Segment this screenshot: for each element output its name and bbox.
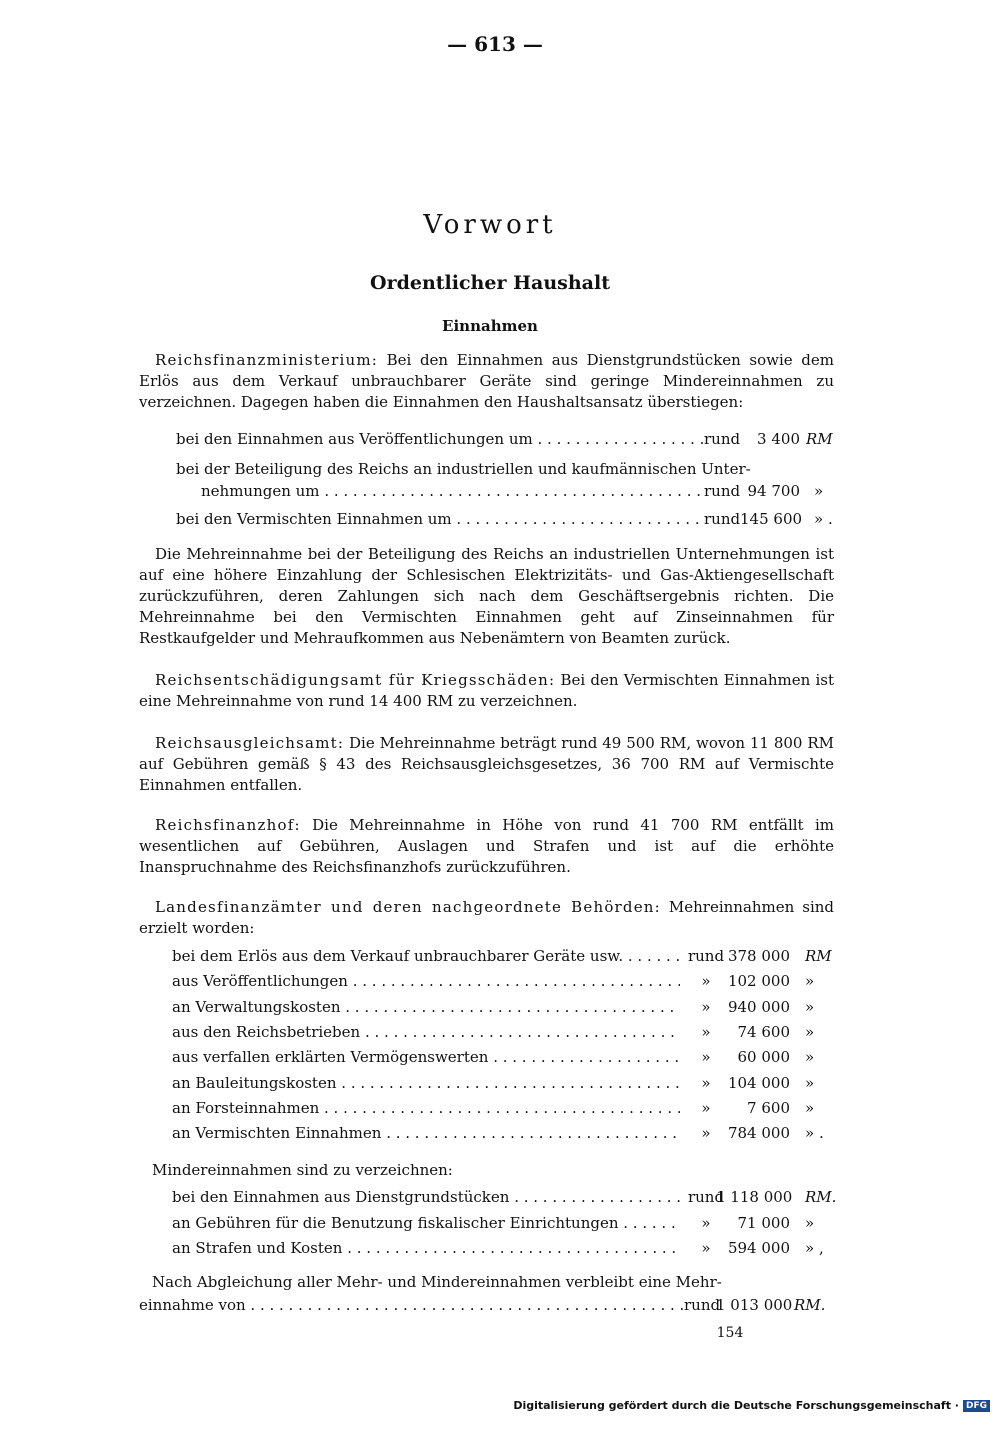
list-item-rund: » — [701, 1073, 711, 1092]
list-item — [172, 970, 680, 992]
list-item-amount: 60 000 — [737, 1048, 790, 1067]
list-item — [172, 1021, 680, 1043]
list-item-rund: » — [701, 1098, 711, 1117]
list-item-rund: rund — [687, 1188, 725, 1206]
list-item-rund: » — [701, 997, 711, 1016]
list-item-amount: 102 000 — [727, 972, 790, 991]
list-item-label: bei den Vermischten Einnahmen um . . . — [176, 508, 704, 530]
list-item-rund: » — [701, 1213, 711, 1232]
list-item-label: an Verwaltungskosten . . . — [172, 996, 680, 1018]
list-item — [172, 1122, 680, 1144]
paragraph-text: Bei den Vermischten Einnahmen ist eine Mehreinnahme von rund 14 400 RM zu verzeichnen. — [139, 671, 834, 710]
list-item — [172, 1212, 680, 1234]
list-item — [172, 996, 680, 1018]
paragraph-text: Die Mehreinnahme beträgt rund 49 500 RM, wovon 11 800 RM auf Gebühren gemäß § 43 des Reichsausgleichsgesetzes, 36 700 RM auf Vermischte Einnahmen entfallen. — [139, 734, 834, 794]
list-item-rund: » — [701, 1124, 711, 1143]
list-item-unit: » , — [805, 1239, 824, 1257]
paragraph-reichsentschaedigungsamt — [139, 670, 834, 712]
summary-row — [139, 1294, 684, 1316]
list-item-unit: RM — [806, 430, 833, 448]
list-item-unit: RM. — [805, 1188, 837, 1206]
page-number: — 613 — — [447, 32, 543, 56]
section-title: Ordentlicher Haushalt — [370, 272, 610, 294]
list-item — [201, 480, 704, 502]
list-item-label: an Forsteinnahmen . . . — [172, 1097, 680, 1119]
list-item-rund: rund — [704, 510, 741, 528]
list-item-label: an Bauleitungskosten . . . — [172, 1072, 680, 1094]
list-item-amount: 378 000 — [727, 947, 790, 965]
paragraph-lead: Reichsausgleichsamt: — [155, 734, 345, 752]
list-item-unit: » — [805, 1022, 815, 1041]
list-item-rund: rund — [687, 947, 725, 965]
list-item-label: aus Veröffentlichungen . . . — [172, 970, 680, 992]
list-item — [172, 1072, 680, 1094]
list-item — [172, 1097, 680, 1119]
list-item-amount: 74 600 — [737, 1022, 790, 1041]
summary-unit: RM. — [794, 1296, 826, 1314]
list-item-label-pre: bei der Beteiligung des Reichs an industriellen und kaufmännischen Unter- — [176, 460, 751, 478]
summary-rund: rund — [684, 1296, 721, 1314]
list-item-amount: 1 118 000 — [716, 1188, 793, 1206]
dfg-logo: DFG — [963, 1400, 990, 1412]
list-item-amount: 594 000 — [727, 1239, 790, 1257]
list-item-rund: » — [701, 1048, 711, 1067]
list-item-label: nehmungen um . . . — [201, 480, 704, 502]
paragraph-mindereinnahmen: Mindereinnahmen sind zu verzeichnen: — [152, 1161, 453, 1179]
paragraph-lead: Landesfinanzämter und deren nachgeordnete Behörden: — [155, 898, 661, 916]
list-item — [172, 1046, 680, 1068]
list-item-rund: rund — [704, 430, 741, 448]
list-item — [176, 508, 704, 530]
list-item-unit: » . — [805, 1124, 824, 1143]
subsection-title: Einnahmen — [442, 317, 538, 335]
paragraph-reichsfinanzhof — [139, 815, 834, 878]
list-item — [176, 428, 704, 450]
list-item-label: an Gebühren für die Benutzung fiskalischer Einrichtungen . . . — [172, 1212, 680, 1234]
list-item-unit: » — [805, 997, 815, 1016]
digitization-footer — [0, 1399, 990, 1412]
list-item-unit: » — [805, 1098, 815, 1117]
list-item-amount: 71 000 — [737, 1213, 790, 1232]
list-item-label: an Strafen und Kosten . . . — [172, 1237, 680, 1259]
paragraph-summary-line: Nach Abgleichung aller Mehr- und Mindereinnahmen verbleibt eine Mehr- — [152, 1273, 722, 1291]
paragraph-lead: Reichsfinanzministerium: — [155, 351, 379, 369]
list-item-label: bei den Einnahmen aus Veröffentlichungen um . . . — [176, 428, 704, 450]
paragraph-text: Die Mehreinnahme in Höhe von rund 41 700 RM entfällt im wesentlichen auf Gebühren, Auslagen und Strafen und ist auf die erhöhte Inanspruchnahme des Reichsfinanzhofs zurückzuführen. — [139, 816, 834, 876]
list-item-unit: RM — [805, 947, 832, 965]
bottom-page-number: 154 — [716, 1325, 744, 1341]
summary-amount: 1 013 000 — [716, 1296, 793, 1314]
paragraph-text: Mehreinnahmen sind erzielt worden: — [139, 898, 834, 937]
paragraph-explanation — [139, 544, 834, 649]
list-item-rund: » — [701, 1022, 711, 1041]
list-item-unit: » — [814, 482, 824, 500]
list-item-label: bei den Einnahmen aus Dienstgrundstücken . . . — [172, 1186, 680, 1208]
list-item — [172, 945, 680, 967]
list-item-unit: » — [805, 1213, 815, 1232]
list-item-amount: 145 600 — [740, 510, 803, 528]
list-item-unit: » . — [814, 510, 833, 528]
list-item-label: aus den Reichsbetrieben . . . — [172, 1021, 680, 1043]
list-item-amount: 3 400 — [757, 430, 800, 448]
paragraph-landesfinanzaemter — [139, 897, 834, 939]
list-item-unit: » — [805, 972, 815, 991]
paragraph-lead: Reichsfinanzhof: — [155, 816, 301, 834]
paragraph-text: Die Mehreinnahme bei der Beteiligung des Reichs an industriellen Unternehmungen ist auf eine höhere Einzahlung der Schlesischen Elektrizitäts- und Gas-Aktiengesellschaft zurückzuführen, deren Zahlungen sich nach dem Geschäftsergebnis richten. Die Mehreinnahme bei den Vermischten Einnahmen geht auf Zinseinnahmen für Restkaufgelder und Mehraufkommen aus Nebenämtern von Beamten zurück. — [139, 545, 834, 647]
list-item — [172, 1186, 680, 1208]
list-item-amount: 940 000 — [727, 997, 790, 1016]
list-item-rund: » — [701, 972, 711, 991]
list-item-amount: 94 700 — [747, 482, 800, 500]
list-item-label: an Vermischten Einnahmen . . . — [172, 1122, 680, 1144]
paragraph-lead: Reichsentschädigungsamt für Kriegsschäden: — [155, 671, 556, 689]
paragraph-reichsfinanzministerium — [139, 350, 834, 413]
footer-text: Digitalisierung gefördert durch die Deutsche Forschungsgemeinschaft · — [513, 1399, 959, 1412]
page-title: Vorwort — [423, 210, 557, 240]
list-item-amount: 7 600 — [747, 1098, 790, 1117]
list-item — [172, 1237, 680, 1259]
list-item-unit: » — [805, 1073, 815, 1092]
list-item-rund: rund — [704, 482, 741, 500]
summary-label: einnahme von . . . — [139, 1294, 684, 1316]
list-item-rund: » — [701, 1239, 711, 1257]
list-item-label: aus verfallen erklärten Vermögenswerten . . . — [172, 1046, 680, 1068]
list-item-amount: 104 000 — [727, 1073, 790, 1092]
list-item-label: bei dem Erlös aus dem Verkauf unbrauchbarer Geräte usw. . . . — [172, 945, 680, 967]
paragraph-reichsausgleichsamt — [139, 733, 834, 796]
paragraph-text: Bei den Einnahmen aus Dienstgrundstücken sowie dem Erlös aus dem Verkauf unbrauchbarer Geräte sind geringe Mindereinnahmen zu verzeichnen. Dagegen haben die Einnahmen den Haushaltsansatz überstiegen: — [139, 351, 834, 411]
list-item-unit: » — [805, 1048, 815, 1067]
list-item-amount: 784 000 — [727, 1124, 790, 1143]
